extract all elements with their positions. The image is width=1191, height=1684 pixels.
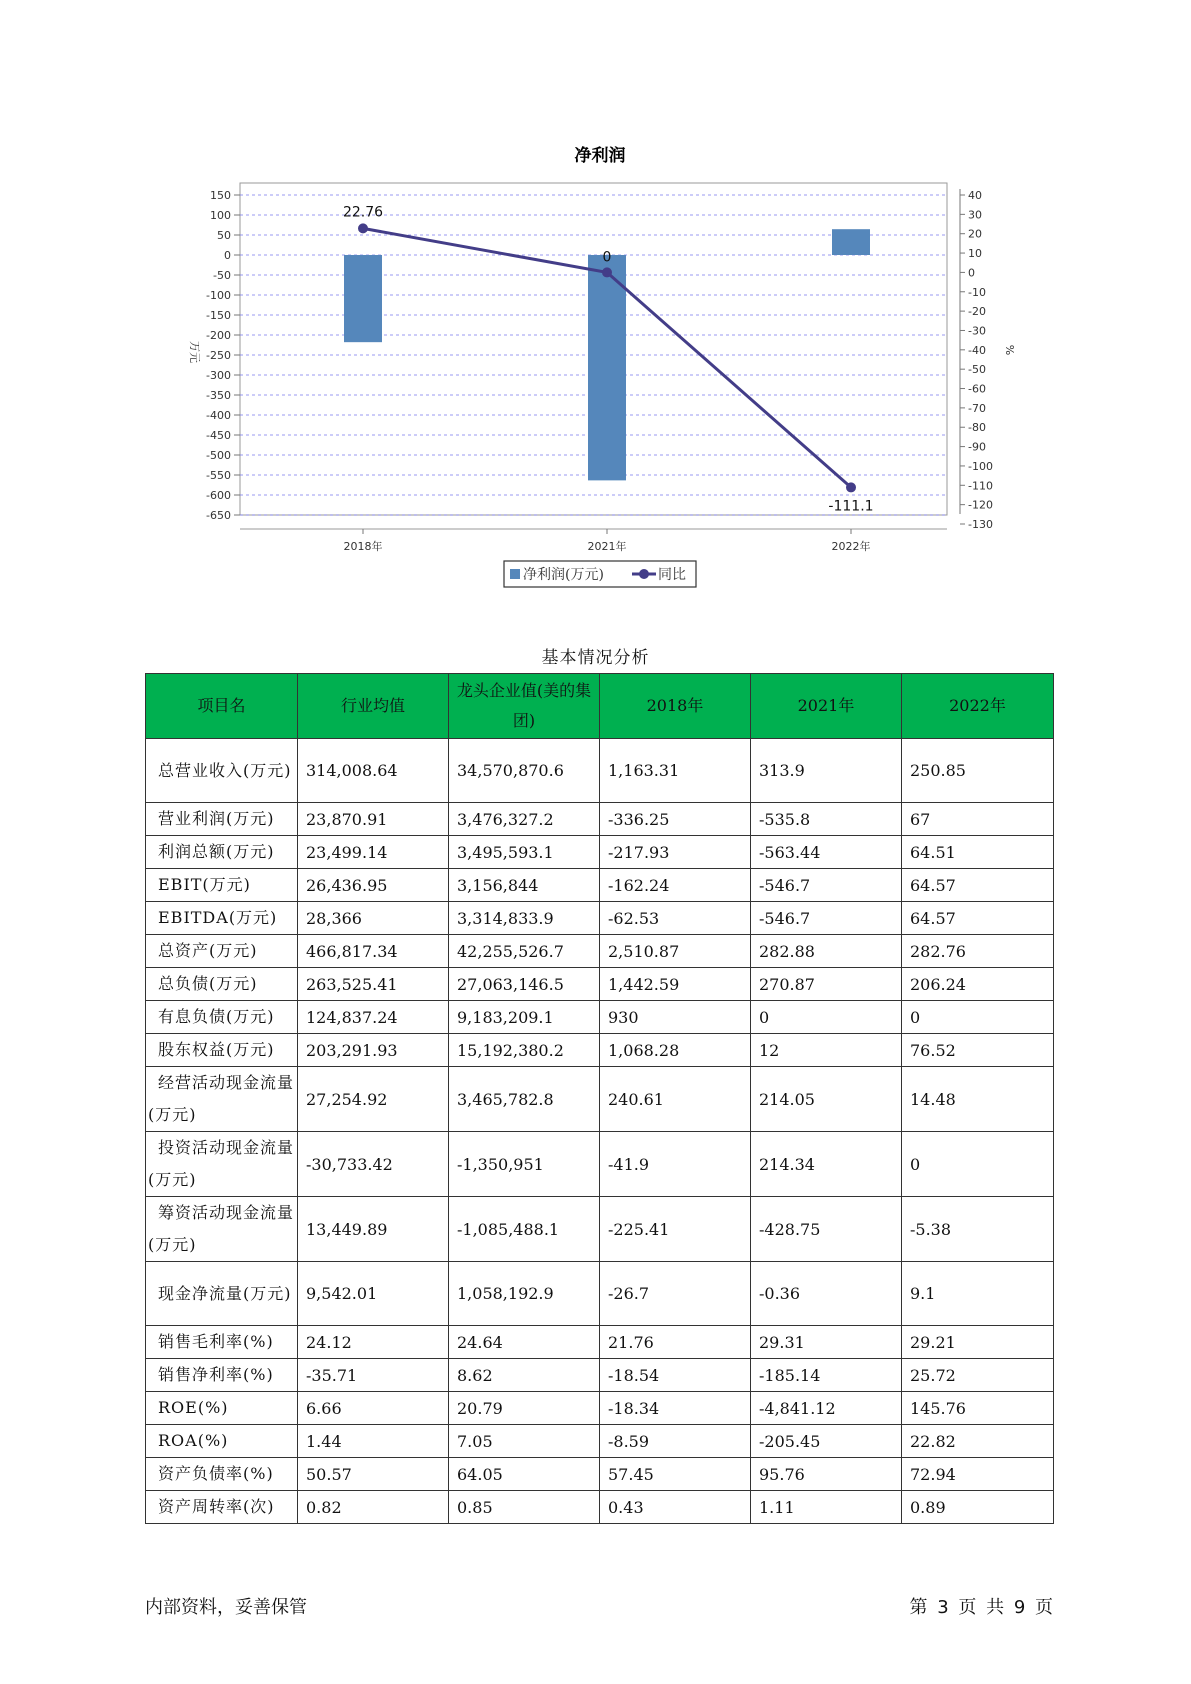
table-cell: 3,465,782.8	[449, 1067, 600, 1132]
table-cell: 263,525.41	[298, 968, 449, 1001]
left-tick-label: -650	[206, 509, 231, 522]
table-cell: 14.48	[902, 1067, 1054, 1132]
row-label: 销售毛利率(%)	[146, 1326, 298, 1359]
legend-bar-swatch	[510, 569, 520, 579]
header-leader-value: 龙头企业值(美的集团)	[449, 674, 600, 739]
table-cell: 25.72	[902, 1359, 1054, 1392]
table-cell: -26.7	[600, 1262, 751, 1326]
table-row	[146, 935, 1054, 968]
line-point	[602, 267, 612, 277]
table-cell: 27,063,146.5	[449, 968, 600, 1001]
row-label: 总负债(万元)	[146, 968, 298, 1001]
left-tick-label: -350	[206, 389, 231, 402]
table-cell: 250.85	[902, 739, 1054, 803]
table-cell: -205.45	[751, 1425, 902, 1458]
row-label: EBIT(万元)	[146, 869, 298, 902]
x-tick-label: 2018年	[343, 540, 383, 553]
table-cell: -162.24	[600, 869, 751, 902]
right-tick-label: 10	[968, 247, 982, 261]
table-cell: -1,350,951	[449, 1132, 600, 1197]
table-cell: 13,449.89	[298, 1197, 449, 1262]
right-tick-label: -30	[968, 324, 986, 338]
table-cell: -546.7	[751, 902, 902, 935]
table-cell: 12	[751, 1034, 902, 1067]
table-cell: 9,542.01	[298, 1262, 449, 1326]
table-cell: 0	[751, 1001, 902, 1034]
table-cell: 7.05	[449, 1425, 600, 1458]
table-cell: 8.62	[449, 1359, 600, 1392]
left-tick-label: -50	[213, 269, 231, 282]
header-item-name: 项目名	[146, 674, 298, 739]
table-row	[146, 1392, 1054, 1425]
table-cell: 28,366	[298, 902, 449, 935]
right-tick-label: -40	[968, 343, 986, 357]
header-2022: 2022年	[902, 674, 1054, 739]
table-header-row	[146, 674, 1054, 739]
table-cell: 22.82	[902, 1425, 1054, 1458]
right-tick-label: 40	[968, 189, 982, 202]
table-cell: 24.12	[298, 1326, 449, 1359]
table-cell: 313.9	[751, 739, 902, 803]
row-label: 股东权益(万元)	[146, 1034, 298, 1067]
table-row	[146, 1425, 1054, 1458]
right-tick-label: -60	[968, 382, 986, 396]
table-cell: 23,499.14	[298, 836, 449, 869]
table-cell: -225.41	[600, 1197, 751, 1262]
x-tick-label: 2021年	[587, 540, 627, 553]
table-cell: -185.14	[751, 1359, 902, 1392]
left-tick-label: -450	[206, 429, 231, 442]
table-cell: 1,068.28	[600, 1034, 751, 1067]
right-axis-ticks	[960, 189, 993, 531]
table-cell: -18.34	[600, 1392, 751, 1425]
table-cell: -35.71	[298, 1359, 449, 1392]
footer-confidential: 内部资料，妥善保管	[145, 1597, 307, 1618]
table-row	[146, 1197, 1054, 1262]
footer-page-number: 第 3 页 共 9 页	[909, 1597, 1053, 1618]
right-axis-label: %	[1003, 344, 1016, 356]
table-title: 基本情况分析	[541, 648, 650, 668]
table-row	[146, 836, 1054, 869]
table-cell: -563.44	[751, 836, 902, 869]
table-row	[146, 1359, 1054, 1392]
table-row	[146, 869, 1054, 902]
x-tick-label: 2022年	[831, 540, 871, 553]
table-cell: 64.57	[902, 902, 1054, 935]
line-point	[846, 482, 856, 492]
row-label: ROE(%)	[146, 1392, 298, 1425]
table-cell: -336.25	[600, 803, 751, 836]
right-tick-label: -70	[968, 401, 986, 415]
table-cell: 23,870.91	[298, 803, 449, 836]
table-cell: 27,254.92	[298, 1067, 449, 1132]
table-row	[146, 1132, 1054, 1197]
table-row	[146, 1262, 1054, 1326]
table-cell: 270.87	[751, 968, 902, 1001]
data-label: 0	[602, 249, 612, 266]
row-label: ROA(%)	[146, 1425, 298, 1458]
table-cell: 3,495,593.1	[449, 836, 600, 869]
table-cell: -535.8	[751, 803, 902, 836]
left-tick-label: -600	[206, 489, 231, 502]
table-cell: 0.43	[600, 1491, 751, 1524]
table-cell: 2,510.87	[600, 935, 751, 968]
table-cell: -41.9	[600, 1132, 751, 1197]
table-cell: 0.82	[298, 1491, 449, 1524]
left-tick-label: -100	[206, 289, 231, 302]
right-tick-label: -10	[968, 285, 986, 299]
table-cell: 282.88	[751, 935, 902, 968]
table-cell: -428.75	[751, 1197, 902, 1262]
table-cell: 1.44	[298, 1425, 449, 1458]
row-label: 现金净流量(万元)	[146, 1262, 298, 1326]
left-tick-label: -300	[206, 369, 231, 382]
left-tick-label: 0	[224, 249, 231, 262]
right-tick-label: 30	[968, 208, 982, 222]
table-cell: 29.21	[902, 1326, 1054, 1359]
table-cell: 9,183,209.1	[449, 1001, 600, 1034]
table-cell: 466,817.34	[298, 935, 449, 968]
table-row	[146, 968, 1054, 1001]
table-cell: 145.76	[902, 1392, 1054, 1425]
right-tick-label: -110	[968, 479, 993, 493]
table-cell: 0.85	[449, 1491, 600, 1524]
right-tick-label: 20	[968, 227, 982, 241]
table-cell: 57.45	[600, 1458, 751, 1491]
left-tick-label: -550	[206, 469, 231, 482]
table-cell: 282.76	[902, 935, 1054, 968]
table-row	[146, 1326, 1054, 1359]
data-label: 22.76	[342, 204, 384, 221]
row-label: 经营活动现金流量(万元)	[146, 1067, 298, 1132]
table-cell: 930	[600, 1001, 751, 1034]
right-tick-label: -120	[968, 498, 993, 512]
table-cell: 1.11	[751, 1491, 902, 1524]
left-tick-label: -500	[206, 449, 231, 462]
table-cell: 29.31	[751, 1326, 902, 1359]
left-axis-ticks	[206, 189, 240, 522]
table-row	[146, 1067, 1054, 1132]
table-cell: 34,570,870.6	[449, 739, 600, 803]
right-tick-label: -50	[968, 363, 986, 377]
table-cell: 3,314,833.9	[449, 902, 600, 935]
table-cell: -5.38	[902, 1197, 1054, 1262]
left-axis-label: 万元	[188, 341, 201, 363]
row-label: 利润总额(万元)	[146, 836, 298, 869]
table-cell: 124,837.24	[298, 1001, 449, 1034]
table-cell: 0.89	[902, 1491, 1054, 1524]
table-cell: 67	[902, 803, 1054, 836]
table-cell: 206.24	[902, 968, 1054, 1001]
table-row	[146, 803, 1054, 836]
left-tick-label: -200	[206, 329, 231, 342]
right-tick-label: -130	[968, 518, 993, 531]
table-cell: 20.79	[449, 1392, 600, 1425]
table-cell: -18.54	[600, 1359, 751, 1392]
right-tick-label: 0	[968, 266, 975, 280]
table-cell: 240.61	[600, 1067, 751, 1132]
right-tick-label: -20	[968, 305, 986, 319]
row-label: 总资产(万元)	[146, 935, 298, 968]
table-cell: 1,058,192.9	[449, 1262, 600, 1326]
table-cell: 314,008.64	[298, 739, 449, 803]
table-cell: -1,085,488.1	[449, 1197, 600, 1262]
table-cell: 64.51	[902, 836, 1054, 869]
table-body	[146, 739, 1054, 1524]
table-cell: 24.64	[449, 1326, 600, 1359]
basic-analysis-table	[145, 673, 1054, 1524]
table-cell: 3,476,327.2	[449, 803, 600, 836]
left-tick-label: 50	[217, 229, 231, 242]
line-point	[358, 223, 368, 233]
table-cell: -62.53	[600, 902, 751, 935]
table-cell: 214.34	[751, 1132, 902, 1197]
row-label: 资产负债率(%)	[146, 1458, 298, 1491]
left-tick-label: -250	[206, 349, 231, 362]
legend-line-marker	[639, 569, 649, 579]
table-cell: 3,156,844	[449, 869, 600, 902]
row-label: 有息负债(万元)	[146, 1001, 298, 1034]
table-cell: -217.93	[600, 836, 751, 869]
table-cell: 72.94	[902, 1458, 1054, 1491]
row-label: EBITDA(万元)	[146, 902, 298, 935]
table-cell: -30,733.42	[298, 1132, 449, 1197]
right-tick-label: -80	[968, 421, 986, 435]
table-row	[146, 1001, 1054, 1034]
table-cell: 50.57	[298, 1458, 449, 1491]
right-tick-label: -90	[968, 440, 986, 454]
table-row	[146, 1458, 1054, 1491]
right-tick-label: -100	[968, 459, 993, 473]
left-tick-label: 150	[210, 189, 231, 202]
table-cell: 64.05	[449, 1458, 600, 1491]
row-label: 营业利润(万元)	[146, 803, 298, 836]
header-industry-avg: 行业均值	[298, 674, 449, 739]
net-profit-chart	[0, 0, 1191, 600]
table-cell: 95.76	[751, 1458, 902, 1491]
table-cell: 6.66	[298, 1392, 449, 1425]
table-cell: -0.36	[751, 1262, 902, 1326]
table-cell: 64.57	[902, 869, 1054, 902]
legend	[504, 561, 696, 587]
table-cell: -4,841.12	[751, 1392, 902, 1425]
table-cell: 42,255,526.7	[449, 935, 600, 968]
table-row	[146, 1491, 1054, 1524]
table-cell: 9.1	[902, 1262, 1054, 1326]
row-label: 总营业收入(万元)	[146, 739, 298, 803]
bar	[588, 255, 626, 480]
bar	[832, 229, 870, 255]
row-label: 资产周转率(次)	[146, 1491, 298, 1524]
table-cell: 203,291.93	[298, 1034, 449, 1067]
table-cell: 214.05	[751, 1067, 902, 1132]
header-2018: 2018年	[600, 674, 751, 739]
bar	[344, 255, 382, 342]
header-2021: 2021年	[751, 674, 902, 739]
table-cell: 15,192,380.2	[449, 1034, 600, 1067]
table-cell: -546.7	[751, 869, 902, 902]
table-cell: 1,163.31	[600, 739, 751, 803]
chart-title: 净利润	[574, 146, 626, 166]
table-cell: 0	[902, 1132, 1054, 1197]
left-tick-label: -400	[206, 409, 231, 422]
legend-bar-label: 净利润(万元)	[523, 567, 604, 583]
row-label: 投资活动现金流量(万元)	[146, 1132, 298, 1197]
table-cell: 76.52	[902, 1034, 1054, 1067]
table-cell: 26,436.95	[298, 869, 449, 902]
table-row	[146, 739, 1054, 803]
table-cell: 0	[902, 1001, 1054, 1034]
table-cell: 21.76	[600, 1326, 751, 1359]
table-cell: 1,442.59	[600, 968, 751, 1001]
table-cell: -8.59	[600, 1425, 751, 1458]
legend-line-label: 同比	[658, 567, 686, 583]
data-label: -111.1	[828, 498, 874, 515]
table-row	[146, 1034, 1054, 1067]
row-label: 筹资活动现金流量(万元)	[146, 1197, 298, 1262]
table-row	[146, 902, 1054, 935]
x-axis-ticks	[344, 529, 871, 553]
left-tick-label: 100	[210, 209, 231, 222]
row-label: 销售净利率(%)	[146, 1359, 298, 1392]
left-tick-label: -150	[206, 309, 231, 322]
